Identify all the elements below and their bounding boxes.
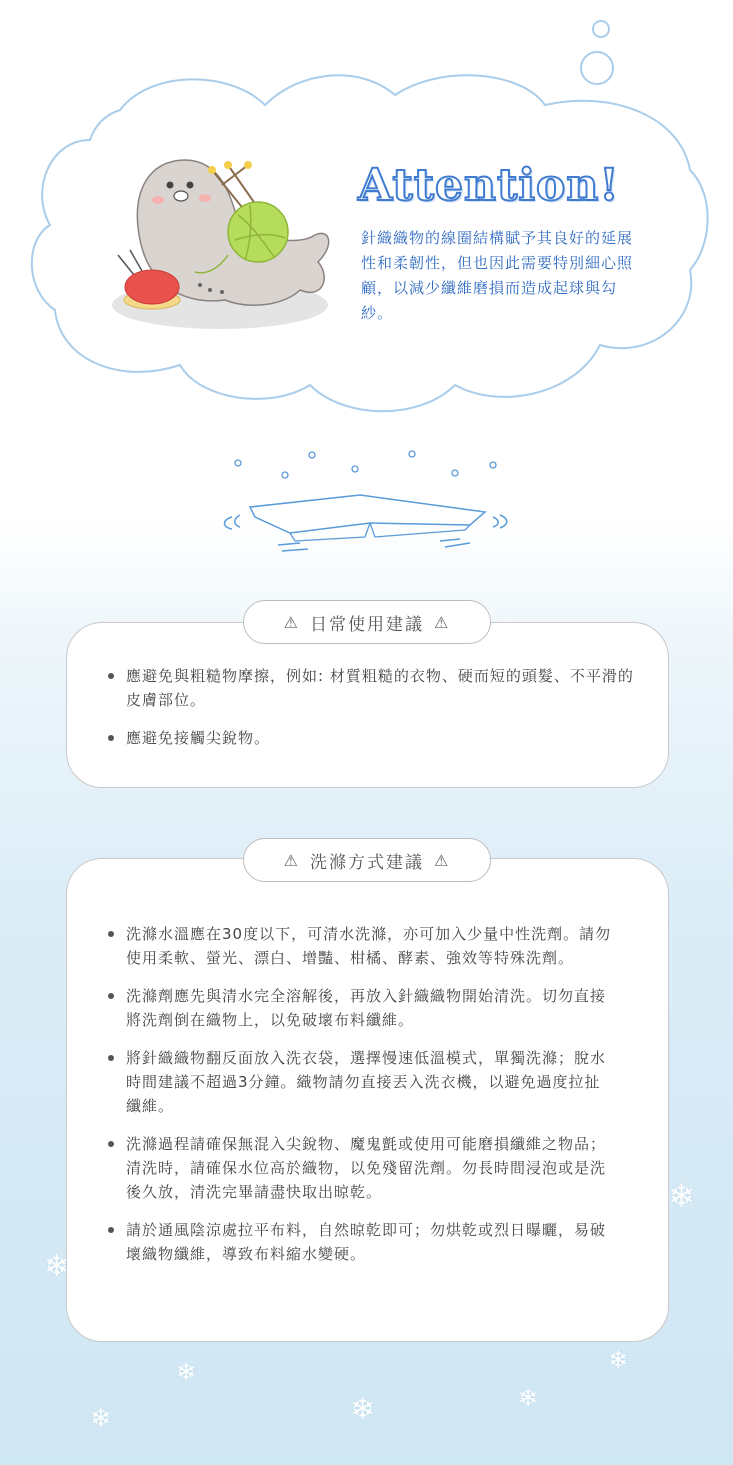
snowflake-icon: ❄ — [518, 1384, 539, 1412]
list-item: 請於通風陰涼處拉平布料，自然晾乾即可；勿烘乾或烈日曝曬，易破壞織物纖維，導致布料縮水變硬。 — [106, 1218, 616, 1266]
snowflake-icon: ❄ — [350, 1392, 376, 1427]
warning-icon: ⚠ — [434, 612, 451, 632]
list-item: 洗滌過程請確保無混入尖銳物、魔鬼氈或使用可能磨損纖維之物品；清洗時，請確保水位高於織物，以免殘留洗劑。勿長時間浸泡或是洗後久放，清洗完畢請盡快取出晾乾。 — [106, 1132, 616, 1204]
list-item: 洗滌水溫應在30度以下，可清水洗滌，亦可加入少量中性洗劑。請勿使用柔軟、螢光、漂白、增豔、柑橘、酵素、強效等特殊洗劑。 — [106, 922, 616, 970]
thought-bubble-small — [593, 21, 609, 37]
warning-icon: ⚠ — [283, 612, 300, 632]
seal-nose — [174, 191, 188, 201]
warning-icon: ⚠ — [283, 850, 300, 870]
warning-icon: ⚠ — [434, 850, 451, 870]
snowflake-icon: ❄ — [608, 1346, 629, 1374]
yarn-ball — [228, 202, 288, 262]
thought-bubble-large — [581, 52, 613, 84]
pincushion — [125, 270, 179, 304]
snowflake-icon: ❄ — [90, 1404, 112, 1434]
daily-use-heading — [243, 600, 491, 644]
daily-use-title: 日常使用建議 — [310, 614, 424, 635]
washing-list — [106, 922, 616, 1266]
attention-title: Attention! — [358, 160, 620, 211]
seal-eye-right — [187, 182, 194, 189]
attention-description: 針織織物的線圈結構賦予其良好的延展性和柔韌性，但也因此需要特別細心照顧，以減少纖維磨損而造成起球與勾紗。 — [361, 229, 634, 322]
seal-cheek-right — [199, 194, 211, 202]
seal-eye-left — [167, 182, 174, 189]
snowflake-icon: ❄ — [176, 1358, 197, 1386]
ice-floe — [250, 495, 485, 533]
washing-heading — [243, 838, 491, 882]
seal-cheek-left — [152, 196, 164, 204]
ice-floe-illustration — [200, 445, 520, 555]
list-item: 應避免與粗糙物摩擦，例如: 材質粗糙的衣物、硬而短的頭髮、不平滑的皮膚部位。 — [106, 664, 636, 712]
list-item: 應避免接觸尖銳物。 — [106, 726, 636, 750]
washing-title: 洗滌方式建議 — [310, 852, 424, 873]
list-item: 將針織織物翻反面放入洗衣袋，選擇慢速低溫模式，單獨洗滌；脫水時間建議不超過3分鐘。織物請勿直接丟入洗衣機，以避免過度拉扯纖維。 — [106, 1046, 616, 1118]
snowflake-icon: ❄ — [44, 1249, 70, 1284]
daily-use-list — [106, 664, 636, 750]
snowflake-icon: ❄ — [668, 1177, 695, 1215]
list-item: 洗滌劑應先與清水完全溶解後，再放入針織織物開始清洗。切勿直接將洗劑倒在織物上，以免破壞布料纖維。 — [106, 984, 616, 1032]
thought-cloud-illustration — [0, 0, 733, 430]
